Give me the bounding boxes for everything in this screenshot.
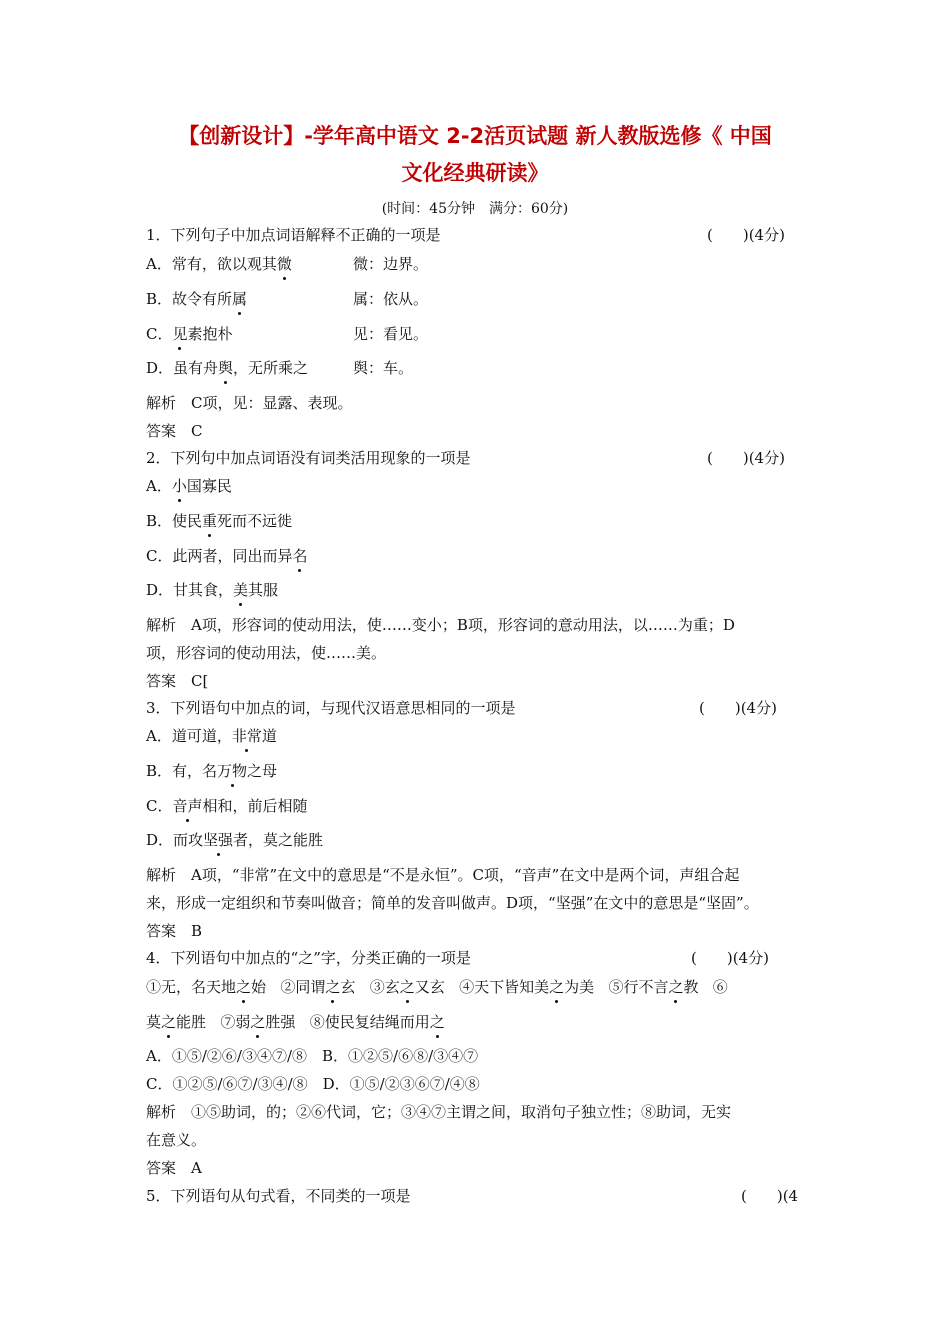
dotted-word: 音声 (172, 797, 203, 815)
dotted-word: 非常 (231, 727, 262, 745)
q3-stem: 3．下列语句中加点的词，与现代汉语意思相同的一项是 (146, 699, 516, 717)
q4-item: ②同谓之玄 (280, 978, 356, 996)
dotted-word: 美 (233, 581, 249, 599)
q3-analysis-line2: 来，形成一定组织和节奏叫做音；简单的发音叫做声。D项，“坚强”在文中的意思是“坚固”。 (146, 894, 759, 912)
q3-answer: 答案 B (146, 922, 203, 940)
q4-analysis-line2: 在意义。 (146, 1131, 207, 1149)
q1-stem: 1．下列句子中加点词语解释不正确的一项是 (146, 226, 441, 244)
q4-item: ⑤行不言之教 (608, 978, 699, 996)
q3-analysis-line1: 解析 A项，“非常”在文中的意思是“不是永恒”。C项，“音声”在文中是两个词，声组合起 (146, 866, 740, 884)
dotted-word: 坚强 (203, 831, 234, 849)
q4-stem: 4．下列语句中加点的“之”字，分类正确的一项是 (146, 949, 471, 967)
q4-item: ③玄之又玄 (369, 978, 445, 996)
q4-mark: ( )(4分) (691, 949, 769, 967)
q4-item: ①无，名天地之始 (146, 978, 267, 996)
q2-option-c: C．此两者，同出而异名 (146, 547, 308, 565)
doc-title-line1: 【创新设计】-学年高中语文 2-2活页试题 新人教版选修《 中国 (178, 124, 772, 148)
dotted-word: 小 (171, 477, 187, 495)
q2-option-d: D．甘其食，美其服 (146, 581, 279, 599)
dotted-word: 属 (232, 290, 248, 308)
q4-analysis-line1: 解析 ①⑤助词，的；②⑥代词，它；③④⑦主谓之间，取消句子独立性；⑧助词，无实 (146, 1103, 732, 1121)
q1-mark: ( )(4分) (707, 226, 785, 244)
q5-stem: 5．下列语句从句式看，不同类的一项是 (146, 1187, 411, 1205)
q4-item: ⑧使民复结绳而用之 (309, 1013, 445, 1031)
q2-analysis-line1: 解析 A项，形容词的使动用法，使……变小；B项，形容词的意动用法，以……为重；D (146, 616, 735, 634)
q3-option-b: B．有，名万物之母 (146, 762, 278, 780)
dotted-word: 之 (236, 978, 252, 996)
q2-answer: 答案 C[ (146, 672, 209, 690)
dotted-word: 名 (292, 547, 308, 565)
doc-subtitle: (时间：45分钟 满分：60分) (381, 201, 569, 217)
q1-gloss-d: 舆：车。 (353, 359, 414, 377)
q2-option-a: A．小国寡民 (146, 477, 232, 495)
q4-answer: 答案 A (146, 1159, 202, 1177)
q2-option-b: B．使民重死而不远徙 (146, 512, 293, 530)
dotted-word: 之 (250, 1013, 266, 1031)
q3-option-c: C．音声相和，前后相随 (146, 797, 308, 815)
dotted-word: 万物 (217, 762, 248, 780)
q3-mark: ( )(4分) (699, 699, 777, 717)
q1-answer: 答案 C (146, 422, 203, 440)
q3-option-d: D．而攻坚强者，莫之能胜 (146, 831, 324, 849)
q1-option-b: B．故令有所属 (146, 290, 248, 308)
dotted-word: 重 (202, 512, 218, 530)
dotted-word: 微 (276, 255, 292, 273)
dotted-word: 之 (399, 978, 415, 996)
q4-item: ⑦弱之胜强 (220, 1013, 296, 1031)
dotted-word: 之 (325, 978, 341, 996)
dotted-word: 之 (161, 1013, 177, 1031)
dotted-word: 舆 (218, 359, 234, 377)
q4-item: 莫之能胜 (146, 1013, 207, 1031)
dotted-word: 之 (429, 1013, 445, 1031)
q2-stem: 2．下列句中加点词语没有词类活用现象的一项是 (146, 449, 471, 467)
q4-options-line2: C．①②⑤/⑥⑦/③④/⑧ D．①⑤/②③⑥⑦/④⑧ (146, 1075, 480, 1093)
q4-options-line1: A．①⑤/②⑥/③④⑦/⑧ B．①②⑤/⑥⑧/③④⑦ (146, 1047, 479, 1065)
q2-mark: ( )(4分) (707, 449, 785, 467)
q1-option-a: A．常有，欲以观其微 (146, 255, 292, 273)
q1-option-c: C．见素抱朴 (146, 325, 233, 343)
q3-option-a: A．道可道，非常道 (146, 727, 277, 745)
q1-gloss-c: 见：看见。 (353, 325, 429, 343)
q1-gloss-a: 微：边界。 (353, 255, 429, 273)
q1-gloss-b: 属：依从。 (353, 290, 429, 308)
dotted-word: 见 (172, 325, 188, 343)
q1-option-d: D．虽有舟舆，无所乘之 (146, 359, 309, 377)
q5-mark: ( )(4 (741, 1187, 799, 1205)
q4-items-line2 (146, 1012, 445, 1032)
q2-analysis-line2: 项，形容词的使动用法，使……美。 (146, 644, 387, 662)
doc-title-line2: 文化经典研读》 (401, 161, 549, 185)
dotted-word: 之 (668, 978, 684, 996)
q4-items-line1 (146, 977, 728, 997)
q4-item: ④天下皆知美之为美 (459, 978, 595, 996)
q1-analysis: 解析 C项，见：显露、表现。 (146, 394, 353, 412)
q4-item: ⑥ (712, 978, 728, 996)
dotted-word: 之 (549, 978, 565, 996)
